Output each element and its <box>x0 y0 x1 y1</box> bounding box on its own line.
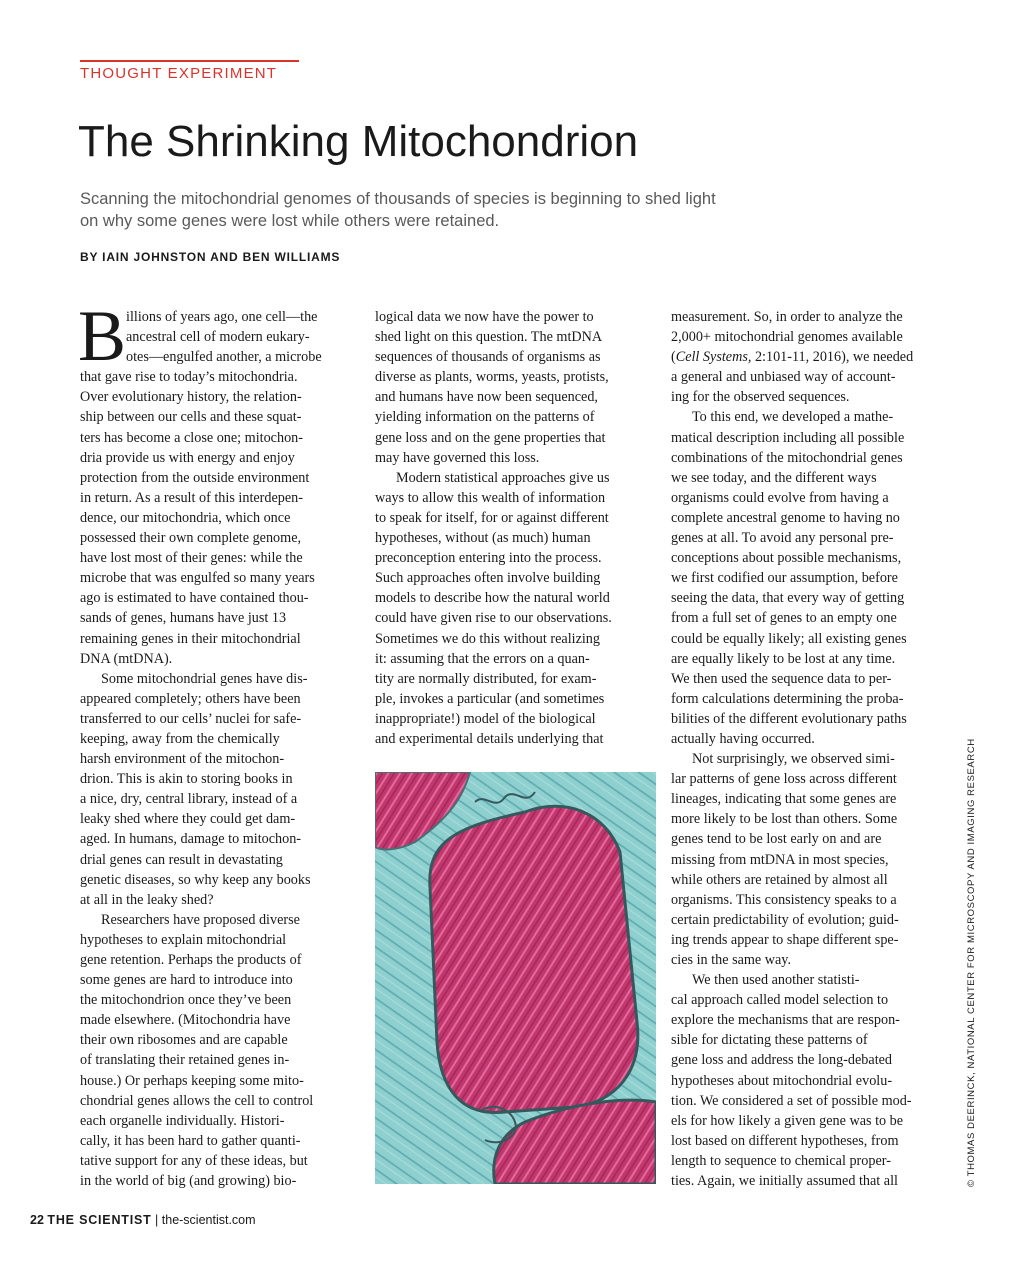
text-line: explore the mechanisms that are respon- <box>671 1012 900 1029</box>
text-line: certain predictability of evolution; guid- <box>671 911 899 928</box>
text-line: lar patterns of gene loss across different <box>671 771 897 788</box>
text-line: ple, invokes a particular (and sometimes <box>375 690 605 707</box>
text-line: tity are normally distributed, for exam- <box>375 670 597 687</box>
text-line: are equally likely to be lost at any time. <box>671 650 896 667</box>
text-line: models to describe how the natural world <box>375 590 610 607</box>
text-line: each organelle individually. Histori- <box>80 1112 285 1129</box>
text-line: remaining genes in their mitochondrial <box>80 630 301 647</box>
text-line: ancestral cell of modern eukary- <box>126 329 310 346</box>
text-line: Such approaches often involve building <box>375 570 601 587</box>
drop-cap: B <box>78 296 127 376</box>
text-line: length to sequence to chemical proper- <box>671 1152 891 1169</box>
text-line: it: assuming that the errors on a quan- <box>375 650 590 667</box>
text-line: yielding information on the patterns of <box>375 409 595 426</box>
text-line: tion. We considered a set of possible mod- <box>671 1092 912 1109</box>
text-line: and experimental details underlying that <box>375 730 604 747</box>
text-line: have lost most of their genes: while the <box>80 550 303 567</box>
text-line: combinations of the mitochondrial genes <box>671 449 903 466</box>
text-line: gene loss and address the long-debated <box>671 1052 893 1069</box>
text-line: shed light on this question. The mtDNA <box>375 329 603 346</box>
text-line: 2,000+ mitochondrial genomes available <box>671 329 903 346</box>
dek-line: on why some genes were lost while others were retained. <box>80 212 500 230</box>
mitochondrion-micrograph <box>375 772 656 1184</box>
text-line: at all in the leaky shed? <box>80 891 214 908</box>
page-footer <box>30 1213 256 1227</box>
text-line: sands of genes, humans have just 13 <box>80 610 287 627</box>
text-line: gene loss and on the gene properties that <box>375 429 606 446</box>
text-line: inappropriate!) model of the biological <box>375 710 596 727</box>
text-line: we first codified our assumption, before <box>671 570 898 587</box>
text-line: keeping, away from the chemically <box>80 730 280 747</box>
text-line: leaky shed where they could get dam- <box>80 811 296 828</box>
text-line: cal approach called model selection to <box>671 992 889 1009</box>
text-line: actually having occurred. <box>671 730 815 747</box>
text-line: tative support for any of these ideas, but <box>80 1152 308 1169</box>
text-line: in the world of big (and growing) bio- <box>80 1173 297 1190</box>
text-line: complete ancestral genome to having no <box>671 509 900 526</box>
text-line: transferred to our cells’ nuclei for safe- <box>80 710 302 727</box>
text-line: ago is estimated to have contained thou- <box>80 590 309 607</box>
text-line: the mitochondrion once they’ve been <box>80 992 292 1009</box>
text-line: house.) Or perhaps keeping some mito- <box>80 1072 304 1089</box>
text-line: We then used the sequence data to per- <box>671 670 892 687</box>
text-line: aged. In humans, damage to mitochon- <box>80 831 302 848</box>
text-line: while others are retained by almost all <box>671 871 888 888</box>
text-line: organisms. This consistency speaks to a <box>671 891 897 908</box>
text-line: cies in the same way. <box>671 952 792 968</box>
text-line: that gave rise to today’s mitochondria. <box>80 369 298 386</box>
text-line: bilities of the different evolutionary paths <box>671 710 907 727</box>
text-line: measurement. So, in order to analyze the <box>671 309 903 325</box>
website-link[interactable]: the-scientist.com <box>161 1213 256 1227</box>
text-line: DNA (mtDNA). <box>80 650 173 667</box>
text-line: lineages, indicating that some genes are <box>671 791 897 808</box>
text-line: otes—engulfed another, a microbe <box>126 349 322 366</box>
text-line: Over evolutionary history, the relation- <box>80 389 302 406</box>
text-line: To this end, we developed a mathe- <box>692 409 894 426</box>
text-line: from a full set of genes to an empty one <box>671 610 897 627</box>
dek-line: Scanning the mitochondrial genomes of thousands of species is beginning to shed light <box>80 190 716 208</box>
text-line: form calculations determining the proba- <box>671 690 904 707</box>
text-line: their own ribosomes and are capable <box>80 1032 288 1049</box>
text-line: ing trends appear to shape different spe- <box>671 931 899 948</box>
article-title: The Shrinking Mitochondrion <box>78 117 639 166</box>
text-line: possessed their own complete genome, <box>80 530 302 547</box>
footer-separator: | <box>155 1213 159 1227</box>
text-line: Modern statistical approaches give us <box>396 469 610 486</box>
text-column-3 <box>671 307 946 1191</box>
text-line: ters has become a close one; mitochon- <box>80 429 303 446</box>
text-line: lost based on different hypotheses, from <box>671 1132 899 1149</box>
text-line: Sometimes we do this without realizing <box>375 630 600 647</box>
text-line: we see today, and the different ways <box>671 469 877 486</box>
text-line: could have given rise to our observations. <box>375 610 612 627</box>
text-line: may have governed this loss. <box>375 449 540 466</box>
text-line: dence, our mitochondria, which once <box>80 509 291 526</box>
text-line: hypotheses about mitochondrial evolu- <box>671 1072 893 1089</box>
text-line: a general and unbiased way of account- <box>671 369 896 386</box>
text-line: drial genes can result in devastating <box>80 851 283 868</box>
text-line: harsh environment of the mitochon- <box>80 751 285 768</box>
text-line: (Cell Systems, 2:101-11, 2016), we needed <box>671 349 914 366</box>
text-column-2 <box>375 307 655 749</box>
text-line: missing from mtDNA in most species, <box>671 851 889 868</box>
text-line: genetic diseases, so why keep any books <box>80 871 311 888</box>
page-number: 22 <box>30 1213 44 1227</box>
text-line: microbe that was engulfed so many years <box>80 570 315 587</box>
text-line: made elsewhere. (Mitochondria have <box>80 1012 291 1029</box>
text-line: to speak for itself, for or against different <box>375 509 609 526</box>
byline: BY IAIN JOHNSTON AND BEN WILLIAMS <box>80 250 341 264</box>
text-line: protection from the outside environment <box>80 469 310 486</box>
photo-credit: © THOMAS DEERINCK, NATIONAL CENTER FOR MICROSCOPY AND IMAGING RESEARCH <box>966 738 977 1187</box>
text-line: diverse as plants, worms, yeasts, protists, <box>375 369 609 386</box>
text-line: ing for the observed sequences. <box>671 389 850 406</box>
section-label: THOUGHT EXPERIMENT <box>80 65 278 82</box>
text-line: sible for dictating these patterns of <box>671 1032 868 1049</box>
text-line: hypotheses, without (as much) human <box>375 530 591 547</box>
text-line: Some mitochondrial genes have dis- <box>101 670 308 687</box>
text-line: of translating their retained genes in- <box>80 1052 290 1069</box>
micrograph-illustration <box>375 772 656 1184</box>
text-line: Not surprisingly, we observed simi- <box>692 751 895 768</box>
text-line: gene retention. Perhaps the products of <box>80 952 302 968</box>
text-line: chondrial genes allows the cell to control <box>80 1092 314 1109</box>
text-line: conceptions about possible mechanisms, <box>671 550 902 567</box>
text-line: cally, it has been hard to gather quanti- <box>80 1132 301 1149</box>
text-column-1 <box>80 307 360 1191</box>
text-line: more likely to be lost than others. Some <box>671 811 898 828</box>
text-line: dria provide us with energy and enjoy <box>80 449 295 466</box>
article-dek <box>80 188 840 232</box>
text-line: appeared completely; others have been <box>80 690 301 707</box>
text-line: drion. This is akin to storing books in <box>80 771 293 788</box>
text-line: in return. As a result of this interdepen- <box>80 489 304 506</box>
text-line: Researchers have proposed diverse <box>101 911 300 928</box>
text-line: could be equally likely; all existing genes <box>671 630 907 647</box>
magazine-name: THE SCIENTIST <box>47 1213 152 1227</box>
text-line: ways to allow this wealth of information <box>375 489 606 506</box>
text-line: hypotheses to explain mitochondrial <box>80 931 287 948</box>
text-line: illions of years ago, one cell—the <box>126 309 318 325</box>
text-line: We then used another statisti- <box>692 972 860 989</box>
text-line: genes tend to be lost early on and are <box>671 831 882 848</box>
text-line: organisms could evolve from having a <box>671 489 889 506</box>
text-line: and humans have now been sequenced, <box>375 389 598 406</box>
text-line: genes at all. To avoid any personal pre- <box>671 530 894 547</box>
text-line: els for how likely a given gene was to be <box>671 1112 904 1129</box>
text-line: ship between our cells and these squat- <box>80 409 302 426</box>
text-line: seeing the data, that every way of getting <box>671 590 905 607</box>
text-line: a nice, dry, central library, instead of a <box>80 791 298 808</box>
text-line: preconception entering into the process. <box>375 550 602 567</box>
text-line: some genes are hard to introduce into <box>80 972 293 989</box>
text-line: sequences of thousands of organisms as <box>375 349 601 366</box>
section-rule <box>80 60 299 62</box>
text-line: logical data we now have the power to <box>375 309 594 325</box>
text-line: matical description including all possible <box>671 429 905 446</box>
text-line: ties. Again, we initially assumed that all <box>671 1173 898 1190</box>
